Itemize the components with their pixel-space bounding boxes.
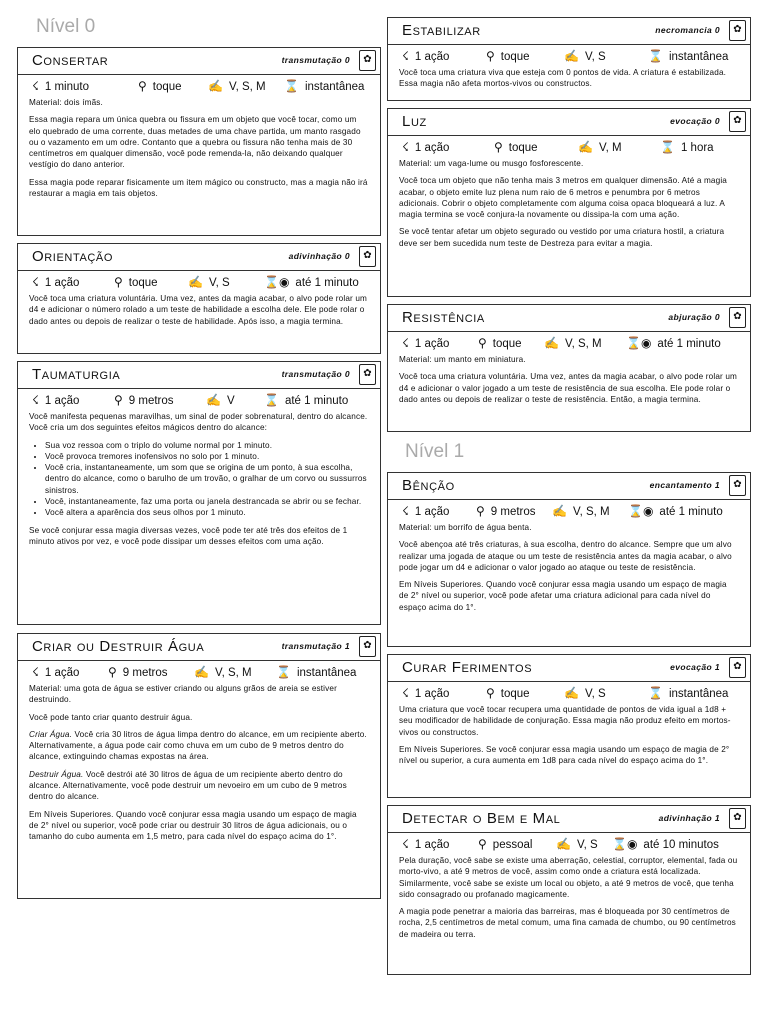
hourglass-icon: ⌛ (264, 393, 279, 407)
hourglass-icon: ⌛ (648, 49, 663, 63)
spell-paragraph: Você toca uma criatura viva que esteja com 0 pontos de vida. A criatura é estabilizada. Essa magia não afeta mortos-vivos ou constructos. (399, 68, 727, 89)
range: ⚲ 9 metros (114, 393, 174, 407)
list-item: • Você cria, instantaneamente, um som que se origina de um ponto, à sua escolha, dentro do alcance, como o barulho de um trovão, o gralhar de um corvo ou sussurros sinistros. (45, 462, 368, 496)
spell-card-consertar (17, 47, 381, 236)
cleric-icon: ✿ (359, 246, 376, 267)
effects-list (29, 440, 368, 519)
spell-stats (388, 833, 750, 855)
list-item: • Você provoca tremores inofensivos no solo por 1 minuto. (45, 451, 368, 462)
cleric-icon: ✿ (729, 475, 746, 496)
range: ⚲ toque (114, 275, 158, 289)
spell-title: Estabilizar (402, 22, 481, 39)
spell-title: Curar Ferimentos (402, 659, 533, 676)
spell-card-resistencia (387, 304, 751, 432)
range-icon: ⚲ (478, 336, 487, 350)
duration: ⌛◉ até 10 minutos (612, 837, 719, 851)
spell-paragraph: Se você tentar afetar um objeto segurado ou vestido por uma criatura hostil, a criatura deve ser bem sucedida num teste de Destreza para evitar a magia. (399, 227, 725, 248)
hourglass-icon: ⌛ (648, 686, 663, 700)
spell-stats (18, 661, 380, 683)
casting-time: ☇ 1 ação (402, 49, 450, 63)
card-header (388, 473, 750, 500)
components-icon: ✍ (544, 336, 559, 350)
spell-description (388, 158, 750, 249)
components: ✍ V, S, M (544, 336, 602, 350)
spell-title: Consertar (32, 52, 109, 69)
spell-stats (18, 389, 380, 411)
components: ✍ V, S (564, 49, 606, 63)
range: ⚲ pessoal (478, 837, 533, 851)
spell-description (388, 704, 750, 766)
casting-time-icon: ☇ (402, 504, 409, 518)
cleric-icon: ✿ (729, 20, 746, 41)
components-icon: ✍ (564, 49, 579, 63)
concentration-hourglass-icon: ⌛◉ (626, 336, 652, 350)
range-icon: ⚲ (486, 49, 495, 63)
spell-title: Bênção (402, 477, 455, 494)
spell-paragraph: Uma criatura que você tocar recupera uma quantidade de pontos de vida igual a 1d8 + seu modificador de habilidade de conjuração. Essa magia não produz efeito em mortos-vivos ou constructos. (399, 705, 731, 737)
casting-time: ☇ 1 ação (402, 504, 450, 518)
range-icon: ⚲ (494, 140, 503, 154)
spell-paragraph: Criar Água. Você cria 30 litros de água limpa dentro do alcance, em um recipiente aberto. Alternativamente, a água pode cair como chuva em um cubo de 9 metros dentro do alcance, extinguindo chamas expostas na área. (29, 729, 367, 762)
cleric-icon: ✿ (729, 657, 746, 678)
spell-paragraph: Em Níveis Superiores. Se você conjurar essa magia usando um espaço de magia de 2° nível ou superior, a cura aumenta em 1d8 para cada nível do espaço acima do 1°. (399, 744, 730, 766)
range: ⚲ toque (138, 79, 182, 93)
card-header (18, 362, 380, 389)
spell-title: Taumaturgia (32, 366, 121, 383)
spell-paragraph: Você abençoa até três criaturas, à sua escolha, dentro do alcance. Sempre que um alvo realizar uma jogada de ataque ou um teste de resistência antes da magia acabar, o alvo pode jogar um d4 e adicionar o valor jogado ao ataque ou teste de resistência. (399, 540, 732, 572)
range-icon: ⚲ (478, 837, 487, 851)
range: ⚲ 9 metros (476, 504, 536, 518)
spell-school: transmutação 0 (281, 369, 350, 379)
cleric-icon: ✿ (729, 111, 746, 132)
spell-paragraph: Você pode tanto criar quanto destruir água. (29, 712, 193, 722)
casting-time-icon: ☇ (402, 49, 409, 63)
range: ⚲ toque (486, 686, 530, 700)
spell-stats (388, 682, 750, 704)
spell-paragraph: A magia pode penetrar a maioria das barreiras, mas é bloqueada por 30 centímetros de rocha, 2,5 centímetros de metal comum, uma fina camada de chumbo, ou 90 centímetros de madeira ou terra. (399, 907, 736, 939)
spell-card-orientacao (17, 243, 381, 354)
range-icon: ⚲ (476, 504, 485, 518)
casting-time-icon: ☇ (402, 686, 409, 700)
duration: ⌛ 1 hora (660, 140, 714, 154)
casting-time: ☇ 1 ação (32, 393, 80, 407)
spell-stats (388, 136, 750, 158)
range-icon: ⚲ (114, 393, 123, 407)
duration: ⌛ instantânea (284, 79, 365, 93)
spell-school: necromancia 0 (655, 25, 720, 35)
casting-time: ☇ 1 ação (32, 665, 80, 679)
components: ✍ V, S, M (208, 79, 266, 93)
duration: ⌛ instantânea (648, 49, 729, 63)
spell-school: evocação 0 (670, 116, 720, 126)
components-icon: ✍ (552, 504, 567, 518)
subheading: Criar Água. (29, 729, 73, 739)
range: ⚲ toque (486, 49, 530, 63)
card-header (18, 634, 380, 661)
components: ✍ V, M (578, 140, 622, 154)
list-item: • Sua voz ressoa com o triplo do volume normal por 1 minuto. (45, 440, 368, 451)
spell-card-detectar-bem-mal (387, 805, 751, 975)
card-header (388, 655, 750, 682)
spell-paragraph: Você toca uma criatura voluntária. Uma vez, antes da magia acabar, o alvo pode rolar um d4 e adicionar o valor jogado a um teste de resistência de sua escolha. Ele pode rolar o dado antes ou depois de realizar o teste de resistência. Então, a magia termina. (399, 372, 737, 404)
spell-description (388, 354, 750, 405)
components: ✍ V, S (556, 837, 598, 851)
spell-stats (388, 332, 750, 354)
casting-time-icon: ☇ (32, 665, 39, 679)
casting-time-icon: ☇ (402, 336, 409, 350)
cleric-icon: ✿ (359, 364, 376, 385)
casting-time-icon: ☇ (32, 275, 39, 289)
card-header (388, 305, 750, 332)
spell-stats (18, 75, 380, 97)
spell-school: transmutação 0 (281, 55, 350, 65)
components-icon: ✍ (564, 686, 579, 700)
card-header (388, 806, 750, 833)
casting-time: ☇ 1 ação (402, 686, 450, 700)
list-item: • Você, instantaneamente, faz uma porta ou janela destrancada se abrir ou se fechar. (45, 496, 368, 507)
duration: ⌛◉ até 1 minuto (626, 336, 721, 350)
spell-card-luz (387, 108, 751, 297)
range: ⚲ 9 metros (108, 665, 168, 679)
casting-time-icon: ☇ (32, 393, 39, 407)
hourglass-icon: ⌛ (276, 665, 291, 679)
cleric-icon: ✿ (359, 636, 376, 657)
casting-time-icon: ☇ (402, 140, 409, 154)
hourglass-icon: ⌛ (284, 79, 299, 93)
duration: ⌛◉ até 1 minuto (628, 504, 723, 518)
range-icon: ⚲ (108, 665, 117, 679)
casting-time: ☇ 1 ação (402, 336, 450, 350)
spell-card-taumaturgia (17, 361, 381, 625)
spell-title: Criar ou Destruir Água (32, 638, 205, 655)
spell-material: Material: um borrifo de água benta. (399, 523, 532, 532)
spell-school: encantamento 1 (649, 480, 720, 490)
spell-paragraph: Se você conjurar essa magia diversas vezes, você pode ter até três dos efeitos de 1 minuto ativos por vez, e você pode dissipar um desses efeitos com uma ação. (29, 525, 348, 546)
cleric-icon: ✿ (729, 307, 746, 328)
components-icon: ✍ (578, 140, 593, 154)
spell-paragraph: Você toca uma criatura voluntária. Uma vez, antes da magia acabar, o alvo pode rolar um d4 e adicionar o número rolado a um teste de habilidade a escolha dele. Ele pode rolar o dado antes ou depois de realizar o teste de habilidade. Após isso, a magia termina. (29, 294, 367, 326)
components: ✍ V (206, 393, 235, 407)
spell-material: Material: dois ímãs. (29, 98, 103, 107)
hourglass-icon: ⌛ (660, 140, 675, 154)
spell-paragraph: Destruir Água. Você destrói até 30 litros de água de um recipiente aberto dentro do alcance. Alternativamente, você pode destruir um nevoeiro em um cubo de 9 metros dentro do alcance. (29, 769, 347, 802)
range-icon: ⚲ (114, 275, 123, 289)
subheading: Destruir Água. (29, 769, 84, 779)
casting-time: ☇ 1 ação (32, 275, 80, 289)
spell-title: Luz (402, 113, 427, 130)
components-icon: ✍ (206, 393, 221, 407)
casting-time-icon: ☇ (402, 837, 409, 851)
concentration-hourglass-icon: ⌛◉ (264, 275, 290, 289)
components: ✍ V, S (564, 686, 606, 700)
duration: ⌛ até 1 minuto (264, 393, 349, 407)
spell-paragraph: Você manifesta pequenas maravilhas, um sinal de poder sobrenatural, dentro do alcance. Você cria um dos seguintes efeitos mágicos dentro do alcance: (29, 412, 368, 433)
concentration-hourglass-icon: ⌛◉ (612, 837, 638, 851)
components: ✍ V, S, M (194, 665, 252, 679)
components-icon: ✍ (188, 275, 203, 289)
spell-paragraph: Em Níveis Superiores. Quando você conjurar essa magia usando um espaço de magia de 2° nível ou superior, você pode criar ou destruir 30 litros de água adicionais, ou o tamanho do cubo aumenta em 1,5 metro, para cada nível do espaço acima do 1°. (29, 809, 357, 842)
range-icon: ⚲ (486, 686, 495, 700)
card-header (18, 244, 380, 271)
duration: ⌛◉ até 1 minuto (264, 275, 359, 289)
spell-description (18, 411, 380, 547)
spell-description (388, 522, 750, 613)
spell-school: transmutação 1 (281, 641, 350, 651)
spell-paragraph: Você toca um objeto que não tenha mais 3 metros em qualquer dimensão. Até a magia acabar, o objeto emite luz plena num raio de 6 metros e penumbra por 6 metros adicionais. Cobrir o objeto completamente com alguma coisa opaca bloqueará a luz. A magia termina se você conjura-la novamente ou dissipa-la com uma ação. (399, 176, 728, 220)
components-icon: ✍ (194, 665, 209, 679)
spell-stats (388, 500, 750, 522)
cleric-icon: ✿ (359, 50, 376, 71)
spell-paragraph: Em Níveis Superiores. Quando você conjurar essa magia usando um espaço de magia de 2° nível ou superior, você pode afetar uma criatura adicional para cada nível do espaço acima do 1°. (399, 580, 727, 612)
range-icon: ⚲ (138, 79, 147, 93)
components: ✍ V, S, M (552, 504, 610, 518)
spell-card-bencao (387, 472, 751, 647)
spell-description (388, 67, 750, 90)
components-icon: ✍ (208, 79, 223, 93)
spell-school: adivinhação 1 (658, 813, 720, 823)
spell-material: Material: um manto em miniatura. (399, 355, 526, 364)
cleric-icon: ✿ (729, 808, 746, 829)
spell-material: Material: um vaga-lume ou musgo fosforescente. (399, 159, 584, 168)
spell-material: Material: uma gota de água se estiver criando ou alguns grãos de areia se estiver destruindo. (29, 684, 337, 705)
spell-card-criar-agua (17, 633, 381, 899)
spell-description (18, 293, 380, 327)
components-icon: ✍ (556, 837, 571, 851)
spell-title: Orientação (32, 248, 114, 265)
spell-paragraph: Essa magia pode reparar fisicamente um item mágico ou constructo, mas a magia não irá restaurar a magia em tais objetos. (29, 177, 368, 199)
duration: ⌛ instantânea (276, 665, 357, 679)
spell-paragraph: Essa magia repara um única quebra ou fissura em um objeto que você tocar, como um elo quebrado de uma corrente, duas metades de uma chave partida, um manto rasgado ou o vazamento em um odre. Contanto que a quebra ou fissura não tenha mais de 30 centímetros em qualquer dimensão, você pode remenda-la, não deixando qualquer vestígio do dano anterior. (29, 115, 361, 170)
concentration-hourglass-icon: ⌛◉ (628, 504, 654, 518)
spell-description (18, 683, 380, 843)
spell-card-curar-ferimentos (387, 654, 751, 798)
spell-title: Detectar o Bem e Mal (402, 810, 561, 827)
spell-school: abjuração 0 (668, 312, 720, 322)
card-header (388, 18, 750, 45)
level-1-heading: Nível 1 (405, 441, 465, 462)
spell-school: adivinhação 0 (288, 251, 350, 261)
spell-stats (18, 271, 380, 293)
spell-title: Resistência (402, 309, 485, 326)
spell-description (18, 97, 380, 199)
spell-description (388, 855, 750, 940)
casting-time-icon: ☇ (32, 79, 39, 93)
range: ⚲ toque (494, 140, 538, 154)
spell-stats (388, 45, 750, 67)
card-header (388, 109, 750, 136)
spell-paragraph: Pela duração, você sabe se existe uma aberração, celestial, corruptor, elemental, fada ou morto-vivo, a até 9 metros de você, assim como onde a criatura está localizada. Similarmente, você sabe se existe um local ou objeto, a até 9 metros de você, que tenha sido consagrado ou profanado magicamente. (399, 856, 738, 899)
casting-time: ☇ 1 minuto (32, 79, 89, 93)
spell-card-estabilizar (387, 17, 751, 101)
list-item: • Você altera a aparência dos seus olhos por 1 minuto. (45, 507, 368, 518)
card-header (18, 48, 380, 75)
range: ⚲ toque (478, 336, 522, 350)
casting-time: ☇ 1 ação (402, 140, 450, 154)
casting-time: ☇ 1 ação (402, 837, 450, 851)
level-0-heading: Nível 0 (36, 16, 96, 37)
spell-school: evocação 1 (670, 662, 720, 672)
components: ✍ V, S (188, 275, 230, 289)
duration: ⌛ instantânea (648, 686, 729, 700)
